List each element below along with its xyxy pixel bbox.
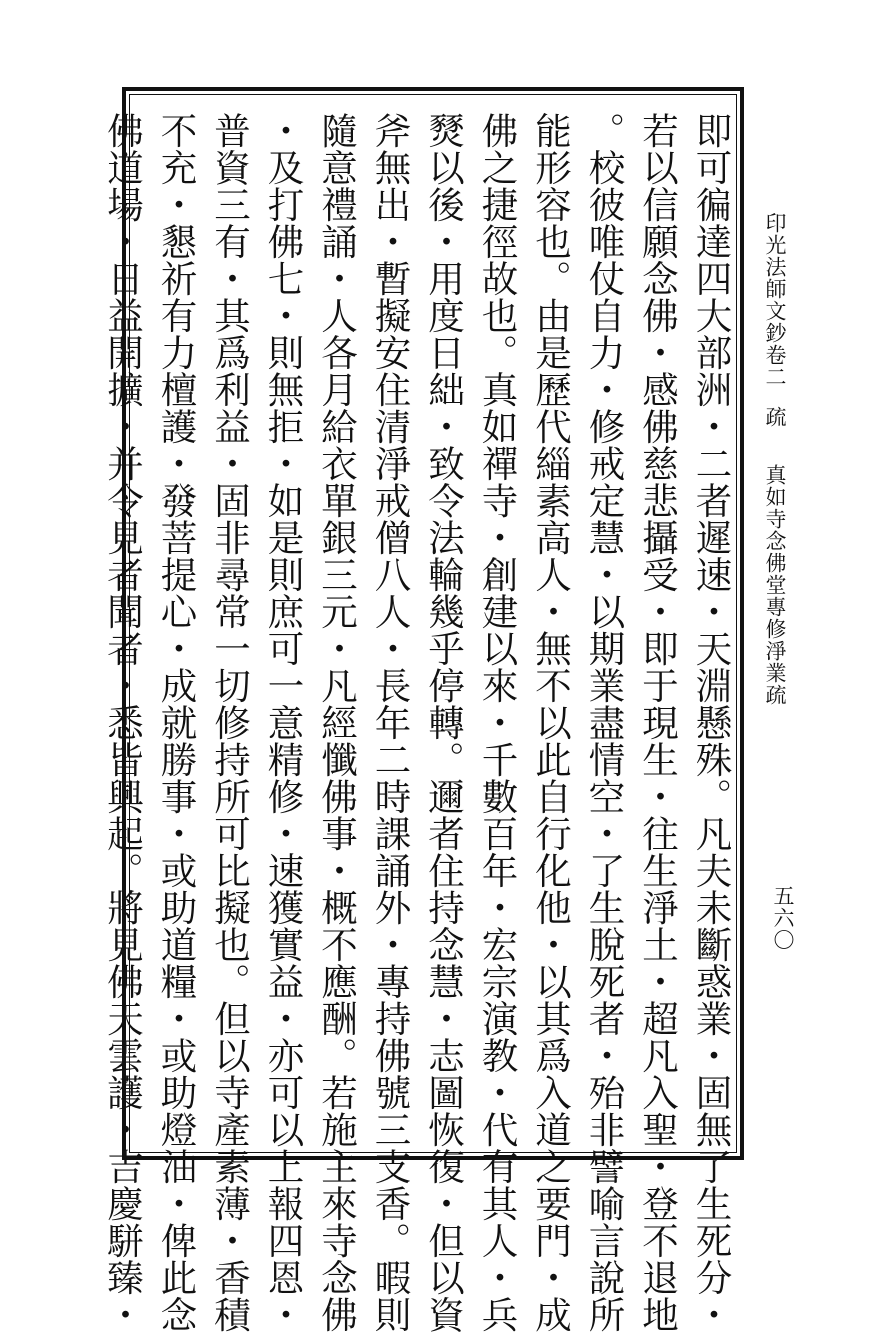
page-number: 五六〇 <box>771 885 795 951</box>
section-label: 疏 <box>763 406 787 428</box>
chapter-title: 真如寺念佛堂專修淨業疏 <box>763 464 787 706</box>
text-column-1: 即可徧達四大部洲・二者遲速・天淵懸殊。凡夫未斷惑業・固無了生死分・ <box>690 112 733 1333</box>
book-title: 印光法師文鈔卷二 <box>763 212 787 388</box>
text-column-4: 能形容也。由是歷代緇素高人・無不以此自行化他・以其爲入道之要門・成 <box>529 112 573 1333</box>
text-column-10: 普資三有・其爲利益・固非尋常一切修持所可比擬也。但以寺產素薄・香積 <box>208 112 252 1333</box>
text-column-8: 隨意禮誦・人各月給衣單銀三元・凡經懺佛事・概不應酬。若施主來寺念佛 <box>315 112 359 1333</box>
text-column-7: 斧無出・暫擬安住清淨戒僧八人・長年二時課誦外・專持佛號三支香。暇則 <box>369 112 412 1333</box>
text-column-6: 燹以後・用度日絀・致令法輪幾乎停轉。邇者住持念慧・志圖恢復・但以資 <box>422 112 466 1333</box>
text-column-9: ・及打佛七・則無拒・如是則庶可一意精修・速獲實益・亦可以上報四恩・ <box>262 112 305 1333</box>
body-text <box>101 112 738 1333</box>
text-column-3: 。校彼唯仗自力・修戒定慧・以期業盡情空・了生脫死者・殆非譬喻言說所 <box>583 112 626 1333</box>
text-column-11: 不充・懇祈有力檀護・發菩提心・成就勝事・或助道糧・或助燈油・俾此念 <box>155 112 198 1333</box>
running-header <box>760 212 790 706</box>
text-column-12: 佛道場・日益開擴・并令見者聞者・悉皆興起。將見佛天雲護・吉慶駢臻・ <box>101 112 145 1333</box>
text-column-5: 佛之捷徑故也。真如禪寺・創建以來・千數百年・宏宗演教・代有其人・兵 <box>476 112 519 1333</box>
text-column-2: 若以信願念佛・感佛慈悲攝受・即于現生・往生淨土・超凡入聖・登不退地 <box>636 112 680 1333</box>
